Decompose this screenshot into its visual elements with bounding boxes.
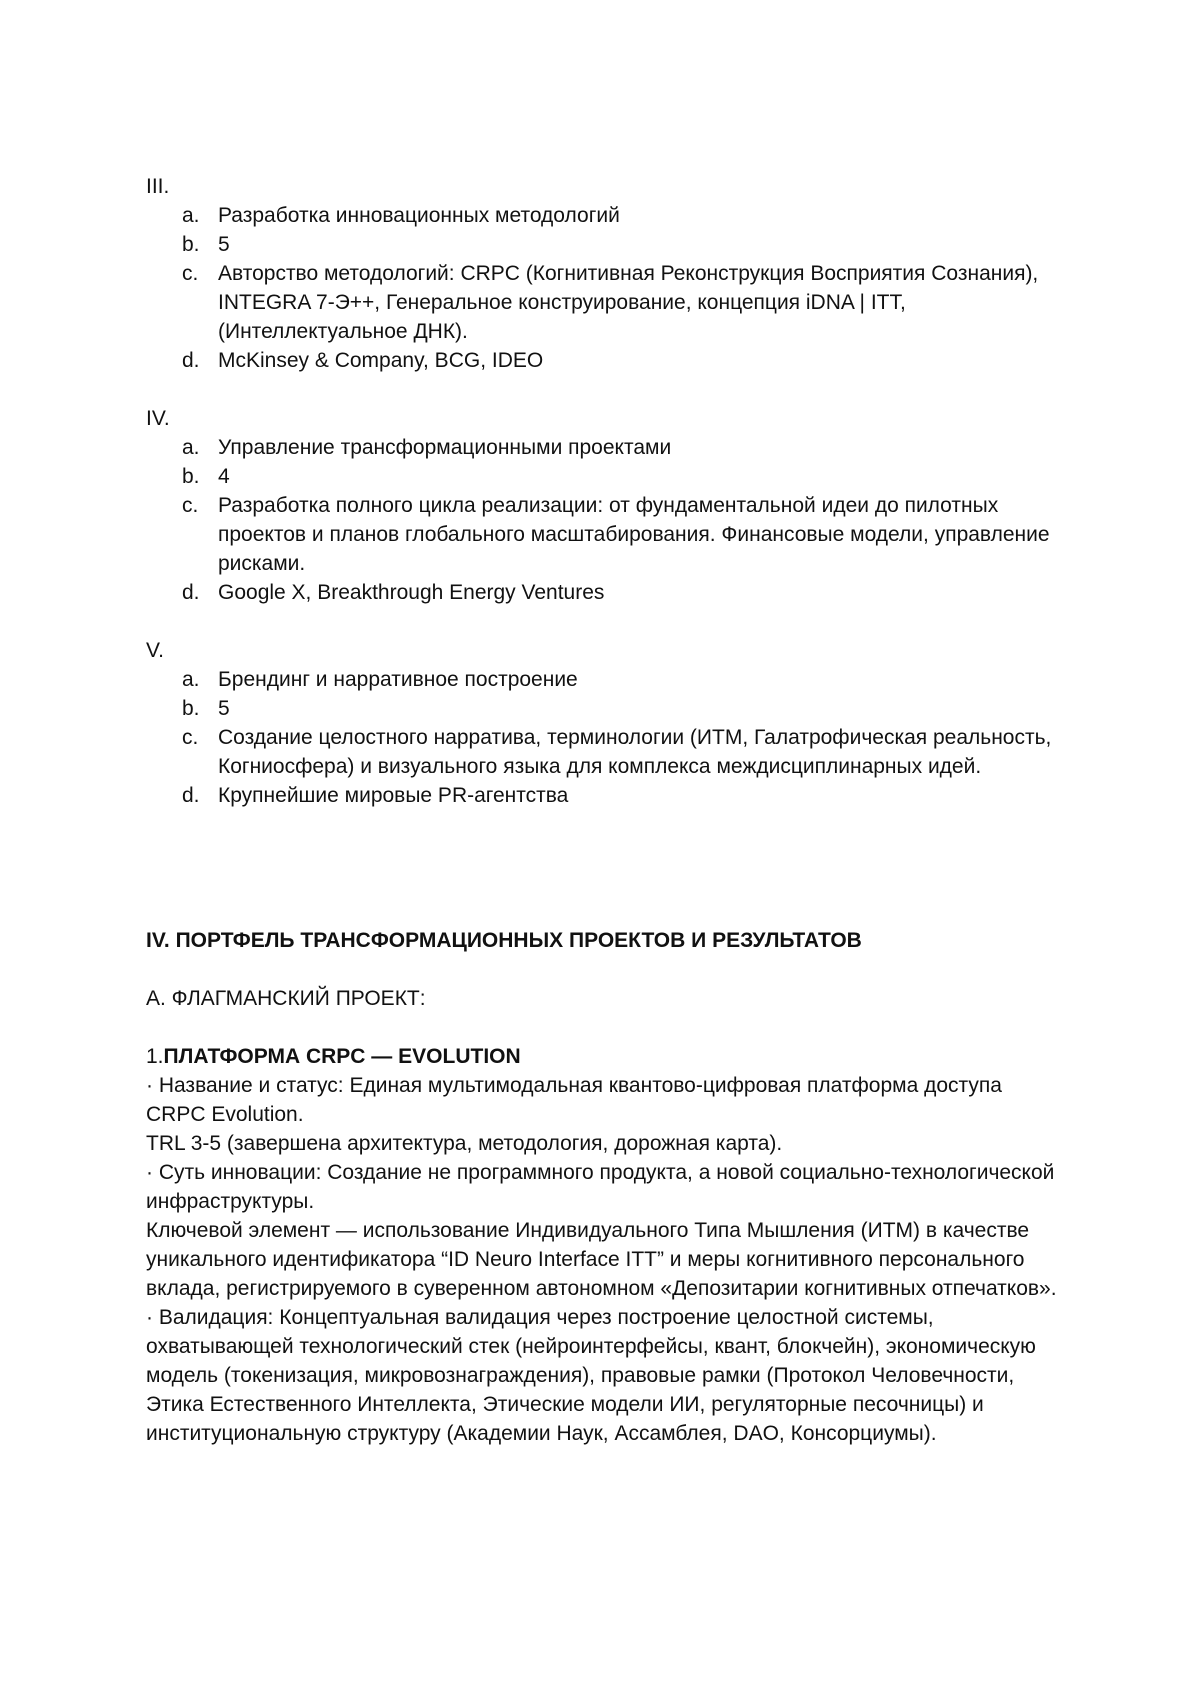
list-item-text: 4 bbox=[218, 465, 230, 488]
spacer bbox=[146, 955, 1066, 984]
list-marker: d. bbox=[182, 784, 200, 807]
project-status-text: · Название и статус: Единая мультимодальная квантово-цифровая платформа доступа CRPC Evolution. bbox=[146, 1074, 1002, 1126]
list-marker: c. bbox=[182, 494, 199, 517]
project-title: ПЛАТФОРМА CRPC — EVOLUTION bbox=[163, 1045, 521, 1068]
section-numeral: III. bbox=[146, 175, 170, 198]
list-item bbox=[146, 230, 1066, 259]
document-content bbox=[146, 172, 1066, 1448]
list-marker: a. bbox=[182, 668, 200, 691]
spacer bbox=[146, 810, 1066, 926]
list-marker: c. bbox=[182, 726, 199, 749]
list-marker: b. bbox=[182, 233, 200, 256]
project-trl-text: TRL 3-5 (завершена архитектура, методология, дорожная карта). bbox=[146, 1132, 783, 1155]
list-item bbox=[146, 781, 1066, 810]
portfolio-heading: IV. ПОРТФЕЛЬ ТРАНСФОРМАЦИОННЫХ ПРОЕКТОВ И РЕЗУЛЬТАТОВ bbox=[146, 929, 862, 952]
list-item-text: Авторство методологий: CRPC (Когнитивная Реконструкция Восприятия Сознания), INTEGRA 7-Э++, Генеральное конструирование, концепция iDNA | ITT, (Интеллектуальное ДНК). bbox=[218, 262, 1039, 343]
list-item-text: Разработка полного цикла реализации: от фундаментальной идеи до пилотных проектов и планов глобального масштабирования. Финансовые модели, управление рисками. bbox=[218, 494, 1050, 575]
list-item bbox=[146, 723, 1066, 781]
list-marker: d. bbox=[182, 581, 200, 604]
spacer bbox=[146, 1013, 1066, 1042]
list-item bbox=[146, 665, 1066, 694]
spacer bbox=[146, 375, 1066, 404]
list-item-text: Крупнейшие мировые PR-агентства bbox=[218, 784, 569, 807]
section-numeral: V. bbox=[146, 639, 164, 662]
project-innovation-text: · Суть инновации: Создание не программного продукта, а новой социально-технологической инфраструктуры. bbox=[146, 1161, 1055, 1213]
list-item bbox=[146, 259, 1066, 346]
list-item bbox=[146, 346, 1066, 375]
section-item-list bbox=[146, 665, 1066, 810]
list-item-text: Google X, Breakthrough Energy Ventures bbox=[218, 581, 605, 604]
list-item-text: Управление трансформационными проектами bbox=[218, 436, 672, 459]
list-item bbox=[146, 433, 1066, 462]
project-title-line bbox=[146, 1042, 1066, 1071]
list-item-text: 5 bbox=[218, 233, 230, 256]
list-item-text: McKinsey & Company, BCG, IDEO bbox=[218, 349, 544, 372]
list-marker: b. bbox=[182, 697, 200, 720]
section-item-list bbox=[146, 433, 1066, 607]
project-validation-text: · Валидация: Концептуальная валидация через построение целостной системы, охватывающей технологический стек (нейроинтерфейсы, квант, блокчейн), экономическую модель (токенизация, микровознаграждения), правовые рамки (Протокол Человечности, Этика Естественного Интеллекта, Этические модели ИИ, регуляторные песочницы) и институциональную структуру (Академии Наук, Ассамблея, DAO, Консорциумы). bbox=[146, 1306, 1036, 1445]
list-item-text: Создание целостного нарратива, терминологии (ИТМ, Галатрофическая реальность, Когниосфера) и визуального языка для комплекса междисциплинарных идей. bbox=[218, 726, 1052, 778]
list-item bbox=[146, 201, 1066, 230]
list-item-text: Брендинг и нарративное построение bbox=[218, 668, 578, 691]
list-marker: a. bbox=[182, 436, 200, 459]
spacer bbox=[146, 607, 1066, 636]
list-item bbox=[146, 694, 1066, 723]
portfolio-subheading: А. ФЛАГМАНСКИЙ ПРОЕКТ: bbox=[146, 987, 426, 1010]
list-item-text: Разработка инновационных методологий bbox=[218, 204, 620, 227]
list-marker: a. bbox=[182, 204, 200, 227]
list-marker: b. bbox=[182, 465, 200, 488]
project-number: 1. bbox=[146, 1045, 164, 1068]
list-item bbox=[146, 491, 1066, 578]
list-marker: d. bbox=[182, 349, 200, 372]
section-item-list bbox=[146, 201, 1066, 375]
list-marker: c. bbox=[182, 262, 199, 285]
list-item bbox=[146, 578, 1066, 607]
list-item bbox=[146, 462, 1066, 491]
section-numeral: IV. bbox=[146, 407, 170, 430]
list-item-text: 5 bbox=[218, 697, 230, 720]
project-key-element-text: Ключевой элемент — использование Индивидуального Типа Мышления (ИТМ) в качестве уникального идентификатора “ID Neuro Interface ITT” и меры когнитивного персонального вклада, регистрируемого в суверенном автономном «Депозитарии когнитивных отпечатков». bbox=[146, 1219, 1057, 1300]
